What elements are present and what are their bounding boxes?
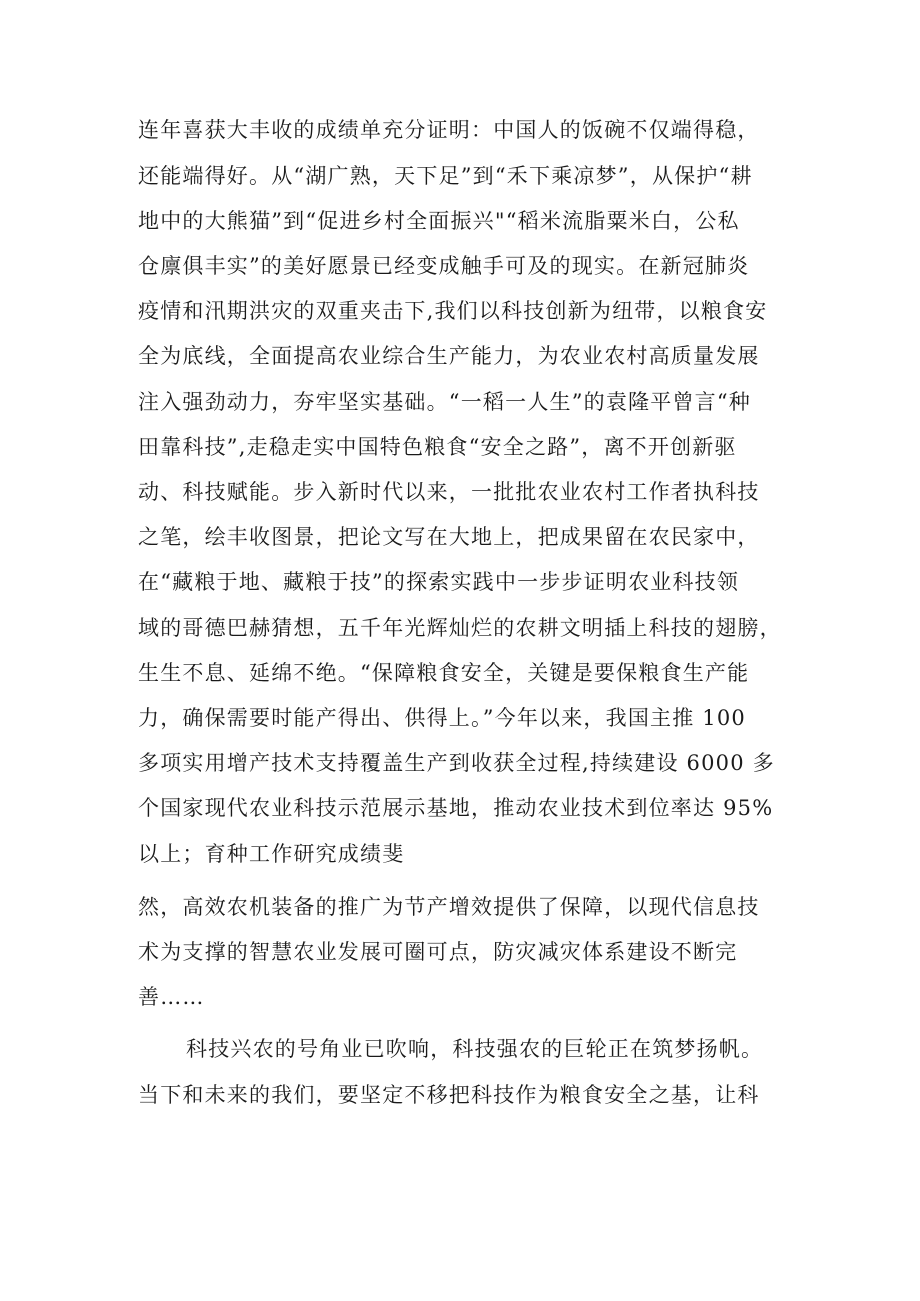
text-line: 域的哥德巴赫猜想，五千年光辉灿烂的农耕文明插上科技的翅膀， [138,616,782,640]
text-line: 在“藏粮于地、藏粮于技”的探索实践中一步步证明农业科技领 [138,570,740,594]
text-line: 当下和未来的我们，要坚定不移把科技作为粮食安全之基，让科 [138,1083,760,1107]
text-line: 仓廪俱丰实”的美好愿景已经变成触手可及的现实。在新冠肺炎 [138,254,750,278]
text-line: 个国家现代农业科技示范展示基地，推动农业技术到位率达 95% [138,796,774,820]
text-line: 疫情和汛期洪灾的双重夹击下,我们以科技创新为纽带，以粮食安 [138,299,768,323]
text-line: 善…… [138,985,205,1009]
text-line: 力，确保需要时能产得出、供得上。”今年以来，我国主推 100 [138,706,746,730]
text-line: 以上；育种工作研究成绩斐 [138,842,405,866]
text-line: 生生不息、延绵不绝。“保障粮食安全，关键是要保粮食生产能 [138,661,750,685]
text-line: 田靠科技”,走稳走实中国特色粮食“安全之路”，离不开创新驱 [138,435,737,459]
text-line: 术为支撑的智慧农业发展可圈可点，防灾减灾体系建设不断完 [138,940,738,964]
text-line: 还能端得好。从“湖广熟，天下足”到“禾下乘凉梦”，从保护“耕 [138,164,753,188]
text-line: 地中的大熊猫”到“促进乡村全面振兴"“稻米流脂粟米白，公私 [138,209,740,233]
paragraph-first-line: 科技兴农的号角业已吹响，科技强农的巨轮正在筑梦扬帆。 [186,1037,764,1061]
text-line: 动、科技赋能。步入新时代以来，一批批农业农村工作者执科技 [138,480,760,504]
text-line: 连年喜获大丰收的成绩单充分证明：中国人的饭碗不仅端得稳， [138,118,760,142]
text-line: 之笔，绘丰收图景，把论文写在大地上，把成果留在农民家中， [138,525,760,549]
text-line: 全为底线，全面提高农业综合生产能力，为农业农村高质量发展 [138,344,760,368]
text-line: 注入强劲动力，夯牢坚实基础。“一稻一人生”的袁隆平曾言“种 [138,390,752,414]
text-line: 然，高效农机装备的推广为节产增效提供了保障，以现代信息技 [138,895,760,919]
text-line: 多项实用增产技术支持覆盖生产到收获全过程,持续建设 6000 多 [138,751,775,775]
